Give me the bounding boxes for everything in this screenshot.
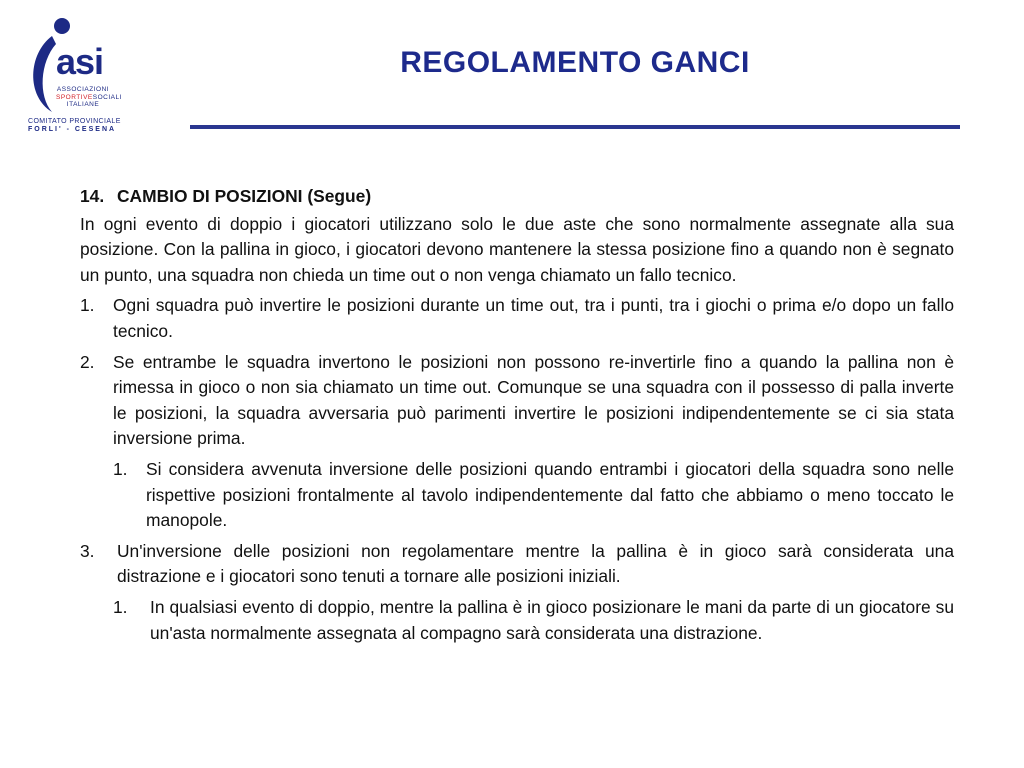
section-intro: In ogni evento di doppio i giocatori utilizzano solo le due aste che sono normalmente assegnate alla sua posizione. Con la pallina in gioco, i giocatori devono mantenere la stessa posizione fino a quando non è segnato un punto, una squadra non chieda un time out o non venga chiamato un fallo tecnico. (80, 213, 954, 285)
sub-list-item-text: In qualsiasi evento di doppio, mentre la pallina è in gioco posizionare le mani da parte di un giocatore su un'asta normalmente assegnata al compagno sarà considerata una distrazione. (150, 596, 954, 643)
logo-committee-text: COMITATO PROVINCIALE FORLI' - CESENA (28, 118, 121, 133)
asi-logo (22, 14, 122, 136)
list-item-text: Un'inversione delle posizioni non regolamentare mentre la pallina è in gioco sarà considerata una distrazione e i giocatori sono tenuti a tornare alle posizioni iniziali. (117, 540, 954, 587)
sub-list-item-marker: 1. (113, 596, 128, 617)
sub-list-item (80, 595, 954, 646)
list-item-text: Ogni squadra può invertire le posizioni durante un time out, tra i punti, tra i giochi o prima e/o dopo un fallo tecnico. (113, 295, 954, 341)
title-divider (190, 125, 960, 129)
section-heading (80, 184, 954, 210)
list-item-marker: 3. (80, 540, 95, 561)
logo-wordmark: asi (56, 41, 104, 82)
section-heading-text: CAMBIO DI POSIZIONI (Segue) (117, 186, 372, 206)
list-item (80, 293, 954, 344)
list-item (80, 539, 954, 590)
list-item-text: Se entrambe le squadra invertono le posizioni non possono re-invertirle fino a quando la pallina non è rimessa in gioco o non sia chiamato un time out. Comunque se una squadra con il possesso di palla inverte le posizioni, la squadra avversaria può parimenti invertire le posizioni indipendentemente se ci sia stata inversione prima. (113, 351, 954, 449)
list-item-marker: 1. (80, 295, 95, 316)
sub-list-item (80, 457, 954, 534)
logo-association-text: ASSOCIAZIONI SPORTIVESOCIALI ITALIANE (56, 86, 122, 108)
slide-content (80, 184, 954, 651)
list-item (80, 350, 954, 452)
sub-list-item-marker: 1. (113, 458, 128, 479)
list-item-marker: 2. (80, 351, 95, 372)
section-number: 14. (80, 186, 105, 206)
sub-list-item-text: Si considera avvenuta inversione delle posizioni quando entrambi i giocatori della squadra sono nelle rispettive posizioni frontalmente al tavolo indipendentemente dal fatto che abbiamo o meno toccato le manopole. (146, 458, 954, 531)
slide-title: REGOLAMENTO GANCI (400, 46, 750, 79)
